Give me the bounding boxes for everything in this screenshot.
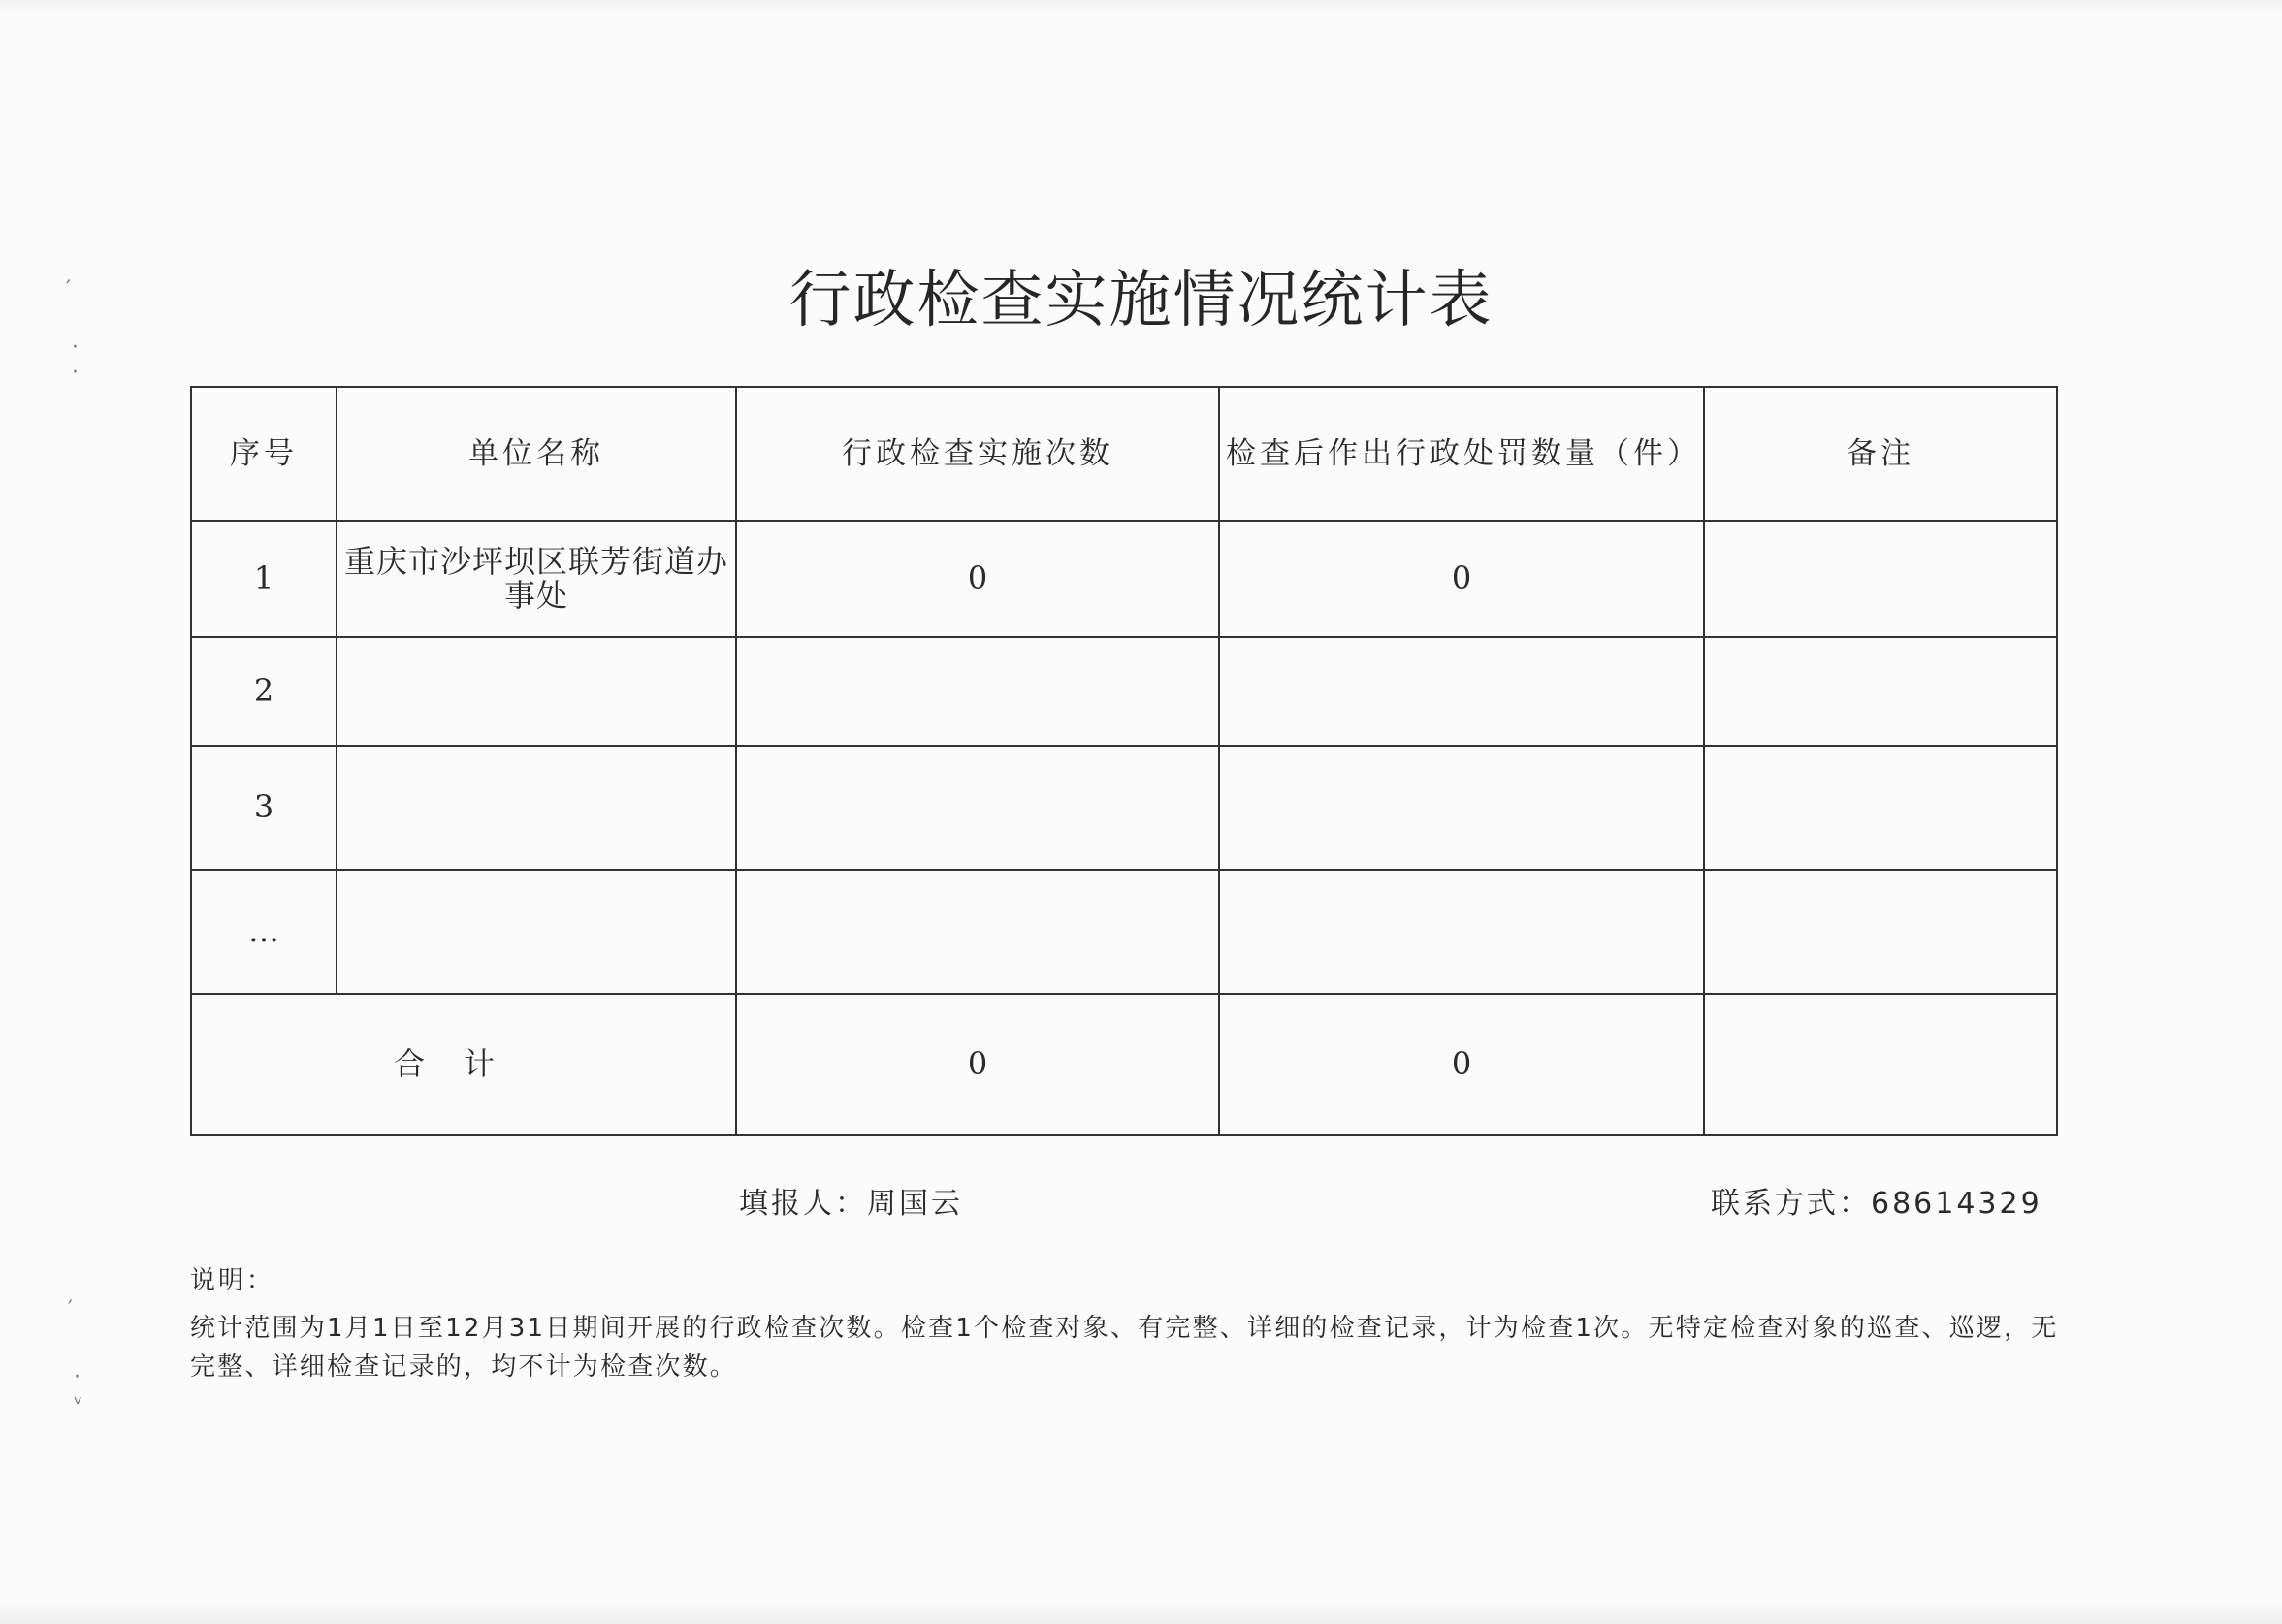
cell-unit-name — [337, 870, 736, 994]
scan-speck: ′ — [68, 1297, 73, 1321]
table-header-row — [191, 387, 2057, 521]
table-total-row — [191, 994, 2057, 1135]
cell-inspections: 0 — [736, 521, 1219, 637]
header-remarks: 备注 — [1704, 387, 2057, 521]
cell-remarks — [1704, 521, 2057, 637]
table-row — [191, 870, 2057, 994]
total-inspections: 0 — [736, 994, 1219, 1135]
scan-speck: ′ — [66, 277, 71, 302]
cell-seq: 3 — [191, 746, 337, 870]
table-row — [191, 637, 2057, 746]
notes-label: 说明： — [190, 1266, 275, 1295]
scan-speck: · — [74, 1365, 80, 1389]
cell-seq: 1 — [191, 521, 337, 637]
reporter-info: 填报人：周国云 — [739, 1187, 963, 1221]
cell-seq: … — [191, 870, 337, 994]
cell-penalties: 0 — [1219, 521, 1704, 637]
header-penalties: 检查后作出行政处罚数量（件） — [1219, 387, 1704, 521]
cell-unit-name — [337, 746, 736, 870]
statistics-table — [190, 386, 2058, 1136]
header-seq: 序号 — [191, 387, 337, 521]
document-title: 行政检查实施情况统计表 — [788, 265, 1494, 336]
cell-penalties — [1219, 746, 1704, 870]
scan-speck: · — [72, 361, 79, 385]
cell-remarks — [1704, 637, 2057, 746]
scan-speck: ᵛ — [74, 1392, 83, 1417]
header-inspections: 行政检查实施次数 — [736, 387, 1219, 521]
scan-speck: · — [72, 335, 79, 360]
contact-info: 联系方式：68614329 — [1711, 1187, 2042, 1221]
total-penalties: 0 — [1219, 994, 1704, 1135]
cell-remarks — [1704, 746, 2057, 870]
cell-inspections — [736, 746, 1219, 870]
cell-remarks — [1704, 870, 2057, 994]
statistics-table-container — [190, 386, 2056, 1136]
cell-inspections — [736, 637, 1219, 746]
header-unit-name: 单位名称 — [337, 387, 736, 521]
total-remarks — [1704, 994, 2057, 1135]
cell-penalties — [1219, 637, 1704, 746]
cell-penalties — [1219, 870, 1704, 994]
total-label: 合计 — [191, 994, 736, 1135]
cell-unit-name — [337, 637, 736, 746]
table-row — [191, 746, 2057, 870]
cell-seq: 2 — [191, 637, 337, 746]
cell-inspections — [736, 870, 1219, 994]
table-row — [191, 521, 2057, 637]
notes-text: 统计范围为1月1日至12月31日期间开展的行政检查次数。检查1个检查对象、有完整、详细的检查记录，计为检查1次。无特定检查对象的巡查、巡逻，无完整、详细检查记录的，均不计为检查次数。 — [190, 1314, 2059, 1382]
cell-unit-name: 重庆市沙坪坝区联芳街道办事处 — [337, 521, 736, 637]
